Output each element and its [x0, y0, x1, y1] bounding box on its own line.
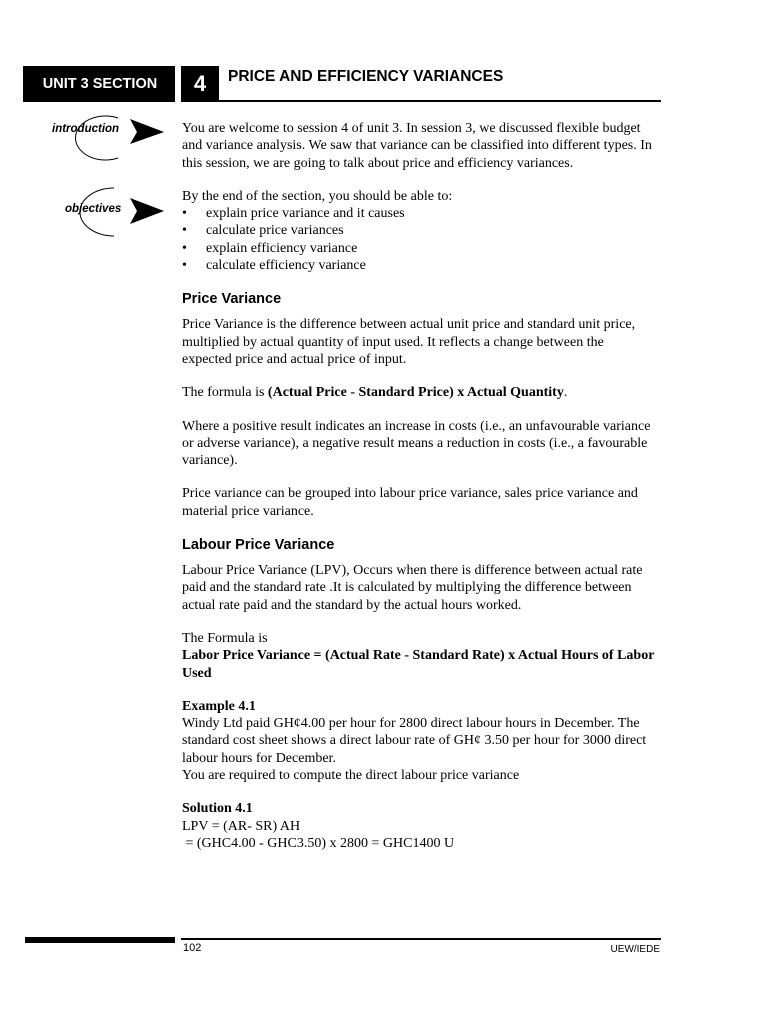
- footer-rule: [181, 938, 661, 940]
- price-variance-heading: Price Variance: [182, 291, 282, 308]
- bullet-icon: •: [182, 206, 187, 222]
- objectives-list: [182, 205, 657, 274]
- objectives-lead: By the end of the section, you should be able to:: [182, 188, 453, 204]
- footer-org: UEW/IEDE: [610, 944, 660, 955]
- bullet-icon: •: [182, 223, 187, 239]
- page-number: 102: [183, 942, 202, 954]
- solution-block: [182, 800, 657, 852]
- solution-heading: Solution 4.1: [182, 801, 253, 817]
- introduction-arrow-icon: [40, 110, 170, 166]
- page-title: PRICE AND EFFICIENCY VARIANCES: [228, 68, 504, 85]
- main-content: [182, 120, 657, 868]
- example-heading: Example 4.1: [182, 698, 256, 714]
- price-variance-definition: Price Variance is the difference between actual unit price and standard unit price, multiplied by actual quantity of input used. It reflects a change between the expected price and actual price of input.: [182, 317, 636, 367]
- section-number: 4: [181, 66, 219, 102]
- labour-price-variance-formula: The Formula is Labor Price Variance = (Actual Rate - Standard Rate) x Actual Hours of Labor Used: [182, 630, 655, 681]
- bullet-icon: •: [182, 240, 187, 256]
- list-item: • calculate price variances: [182, 223, 344, 239]
- labour-price-variance-definition: Labour Price Variance (LPV), Occurs when there is difference between actual rate paid and the standard rate .It is calculated by multiplying the difference between actual rate paid and the standard by the actual hours worked.: [182, 563, 643, 613]
- labour-price-variance-heading: Labour Price Variance: [182, 537, 335, 554]
- objectives-marker: [40, 184, 170, 240]
- solution-line-1: LPV = (AR- SR) AH: [182, 818, 301, 834]
- list-item: • explain efficiency variance: [182, 240, 358, 256]
- bullet-icon: •: [182, 258, 187, 274]
- list-item: • explain price variance and it causes: [182, 206, 405, 222]
- footer-bar: [25, 937, 175, 943]
- price-variance-formula: The formula is (Actual Price - Standard Price) x Actual Quantity.: [182, 385, 568, 401]
- header-rule: [181, 100, 661, 102]
- example-text: Windy Ltd paid GH¢4.00 per hour for 2800 direct labour hours in December. The standard cost sheet shows a direct labour rate of GH¢ 3.50 per hour for 3000 direct labour hours for December.: [182, 716, 647, 766]
- price-variance-interpretation: Where a positive result indicates an increase in costs (i.e., an unfavourable variance or adverse variance), a negative result means a reduction in costs (i.e., a favourable variance).: [182, 418, 651, 469]
- example-block: [182, 698, 657, 784]
- price-variance-groups: Price variance can be grouped into labour price variance, sales price variance and material price variance.: [182, 486, 638, 519]
- introduction-marker: [40, 110, 170, 166]
- intro-paragraph: You are welcome to session 4 of unit 3. In session 3, we discussed flexible budget and variance analysis. We saw that variance can be classified into different types. In this session, we are going to talk about price and efficiency variances.: [182, 121, 652, 171]
- unit-section-label: UNIT 3 SECTION: [23, 66, 175, 102]
- list-item: • calculate efficiency variance: [182, 258, 366, 274]
- objectives-label: objectives: [65, 203, 122, 215]
- introduction-label: introduction: [52, 123, 120, 135]
- example-task: You are required to compute the direct labour price variance: [182, 768, 520, 784]
- solution-line-2: = (GHC4.00 - GHC3.50) x 2800 = GHC1400 U: [182, 835, 455, 851]
